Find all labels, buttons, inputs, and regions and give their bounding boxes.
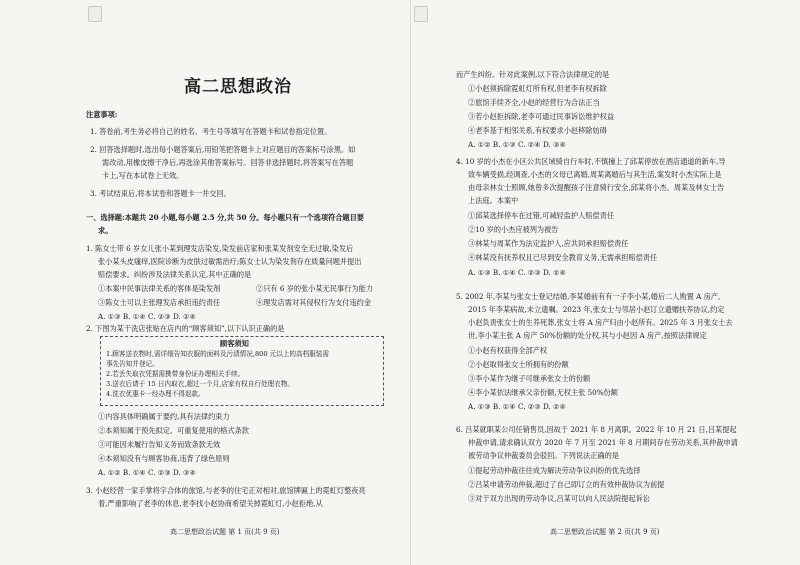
- right-page: [410, 0, 800, 565]
- question-6-option-2: ②吕某申请劳动仲裁,超过了自己即订立的有效仲裁协议为前提: [468, 480, 665, 489]
- notice-item-2-line2: 需改动,用橡皮擦干净后,再选涂其他答案标号。回答非选择题时,将答案写在答题: [102, 158, 354, 167]
- customer-notice-line-1b: 事先告知并登记。: [106, 360, 159, 368]
- notice-item-3: 3. 考试结束后,将本试卷和答题卡一并交回。: [90, 189, 231, 198]
- question-1-option-3: ③陈女士可以主张理发店承担违约责任: [98, 298, 221, 307]
- question-4-stem: 4. 10 岁的小杰在小区公共区域骑自行车时,不慎撞上了邱某停放在酒店通道的新车,导: [456, 157, 726, 166]
- question-6-stem-line2: 仲裁申请,请求确认双方 2020 年 7 月至 2021 年 8 月期间存在劳动关系,其仲裁申请: [468, 438, 738, 447]
- exam-title: 高二思想政治: [184, 77, 292, 97]
- question-5-option-4: ④李小某依法继承父亲份额,无权主张 50%份额: [468, 388, 618, 397]
- question-1-option-4: ④理发店需对其侵权行为支付违约金: [256, 298, 372, 307]
- question-6-option-1: ①提起劳动仲裁往往成为解决劳动争议纠纷的优先选择: [468, 466, 641, 475]
- question-1-option-2: ②只有 6 岁的张小某无民事行为能力: [256, 284, 373, 293]
- notice-item-2-line3: 卡上,写在本试卷上无效。: [102, 171, 184, 180]
- question-4-option-3: ③林某与周某作为法定监护人,应共同承担赔偿责任: [468, 239, 629, 248]
- question-3-option-3: ③若小赵拒拆除,老李可通过民事诉讼维护权益: [468, 112, 615, 121]
- question-4-option-4: ④林某没有抚养权且已尽到安全教育义务,无需承担赔偿责任: [468, 253, 658, 262]
- question-3-answers: A. ①② B. ①③ C. ②④ D. ③④: [468, 140, 566, 149]
- notice-item-1: 1. 答卷前,考生务必将自己的姓名、考生号等填写在答题卡和试卷指定位置。: [90, 127, 332, 136]
- question-6-stem: 6. 吕某就职某公司任销售员,因故于 2021 年 8 月离职。2022 年 10 月 21 日,吕某提起: [456, 425, 737, 434]
- question-3-stem: 3. 小赵经营一家手掌将字合体的旅馆,与老李的住宅正对相对,旅馆牌匾上的霓虹灯整夜亮: [86, 486, 366, 495]
- question-3-option-4: ④老李基于相邻关系,有权要求小赵移除妨碍: [468, 126, 607, 135]
- question-6-option-3: ③对于双方出现的劳动争议,吕某可以向人民法院提起诉讼: [468, 494, 650, 503]
- customer-notice-line-1: 1.顾客送衣物时,需详细告知衣服的面料及污渍情况,800 元以上的高档服装需: [106, 350, 329, 358]
- staple-mark: [414, 6, 428, 22]
- customer-notice-title: 顾客须知: [220, 339, 249, 348]
- question-2-option-3: ③可能因未履行告知义务而致条款无效: [98, 440, 221, 449]
- staple-mark: [88, 6, 102, 22]
- question-5-answers: A. ①③ B. ①④ C. ②③ D. ②④: [468, 402, 566, 411]
- question-4-stem-line2: 致车辆受损,经调查,小杰的父母已离婚,周某离婚后与其生活,案发时小杰实际上是: [468, 170, 722, 179]
- question-2-option-4: ④本须知没有与顾客协商,违背了绿色原则: [98, 454, 230, 463]
- question-4-stem-line3: 由母亲林女士照顾,她曾多次提醒孩子注意骑行安全,邱某将小杰、周某及林女士告: [468, 183, 725, 192]
- question-4-answers: A. ①③ B. ①④ C. ②③ D. ②④: [468, 268, 566, 277]
- customer-notice-line-3: 3.送衣后请于 15 日内取衣,超过一个月,店家有权自行处理衣物。: [106, 380, 294, 388]
- customer-notice-line-2: 2.若丢失取衣凭据需携带身份证办理相关手续。: [106, 370, 245, 378]
- question-5-option-1: ①小赵有权获得全部产权: [468, 346, 548, 355]
- page-footer-right: 高二思想政治试题 第 2 页(共 9 页): [550, 528, 660, 536]
- question-1-stem-line2: 张小某头皮瘙痒,医院诊断为皮肤过敏需治疗;陈女士认为染发剂存在质量问题并提出: [98, 257, 362, 266]
- question-1-answers: A. ①③ B. ①④ C. ②③ D. ②④: [98, 312, 196, 321]
- question-5-stem-line2: 2015 年李某病故,未立遗嘱。2023 年,张女士与邻居小赵订立遗赠扶养协议,约定: [468, 305, 725, 314]
- question-6-stem-line3: 被劳动争议仲裁委员会驳回。下列说法正确的是: [468, 451, 619, 460]
- question-3-stem-cont: 而产生纠纷。针对此案例,以下符合法律规定的是: [456, 70, 610, 79]
- question-5-stem-line3: 小赵负责张女士的生养死葬,张女士将 A 房产归由小赵所有。2025 年 3 月张女士去: [468, 318, 733, 327]
- question-2-option-1: ①内容具体明确属于要约,具有法律约束力: [98, 412, 230, 421]
- question-3-option-2: ②旅馆手续齐全,小赵的经营行为合法正当: [468, 98, 600, 107]
- question-1-stem: 1. 陈女士带 6 岁女儿张小某到理发店染发,染发前店家和张某发剂安全无过敏,染发后: [86, 244, 354, 253]
- section-heading: 一、选择题:本题共 20 小题,每小题 2.5 分,共 50 分。每小题只有一个选项符合题目要: [86, 213, 364, 222]
- page-footer-left: 高二思想政治试题 第 1 页(共 9 页): [170, 528, 280, 536]
- question-1-stem-line3: 赔偿要求。纠纷涉及法律关系认定,其中正确的是: [98, 270, 252, 279]
- question-1-option-1: ①本案中民事法律关系的客体是染发剂: [98, 284, 221, 293]
- question-4-option-2: ②10 岁的小杰应被列为被告: [468, 225, 559, 234]
- question-2-option-2: ②本须知属于预先拟定、可重复使用的格式条款: [98, 426, 249, 435]
- notice-heading: 注意事项:: [86, 110, 118, 119]
- question-2-answers: A. ①② B. ①④ C. ②③ D. ③④: [98, 468, 196, 477]
- question-5-option-3: ③李小某作为继子可继承张女士的份额: [468, 374, 591, 383]
- question-3-stem-line2: 着,严重影响了老李的休息,老李找小赵协商希望关掉霓虹灯,小赵拒绝,从: [98, 499, 323, 508]
- question-5-stem: 5. 2002 年,李某与张女士登记结婚,李某婚前有有一子李小某,婚后二人购置 A 房产,: [456, 292, 721, 301]
- section-heading-line2: 求。: [98, 226, 113, 235]
- question-4-option-1: ①邱某选择停车在过错,可减轻监护人赔偿责任: [468, 211, 615, 220]
- question-5-option-2: ②小赵取得张女士所拥有的份额: [468, 360, 569, 369]
- question-3-option-1: ①小赵须拆除霓虹灯所有权,但老李有权拆除: [468, 84, 607, 93]
- question-2-stem: 2. 下图为某干洗店张贴在店内的“顾客须知”,以下认识正确的是: [86, 324, 285, 333]
- question-5-stem-line4: 世,李小某主张 A 房产 50%份额的处分权,其与小赵因 A 房产,按照法律规定: [468, 331, 707, 340]
- notice-item-2: 2. 回答选择题时,选出每小题答案后,用铅笔把答题卡上对应题目的答案标号涂黑。如: [90, 145, 356, 154]
- question-4-stem-line4: 上法庭。本案中: [468, 196, 519, 205]
- customer-notice-line-4: 4.洗衣优惠卡一经办理不得退款。: [106, 390, 205, 398]
